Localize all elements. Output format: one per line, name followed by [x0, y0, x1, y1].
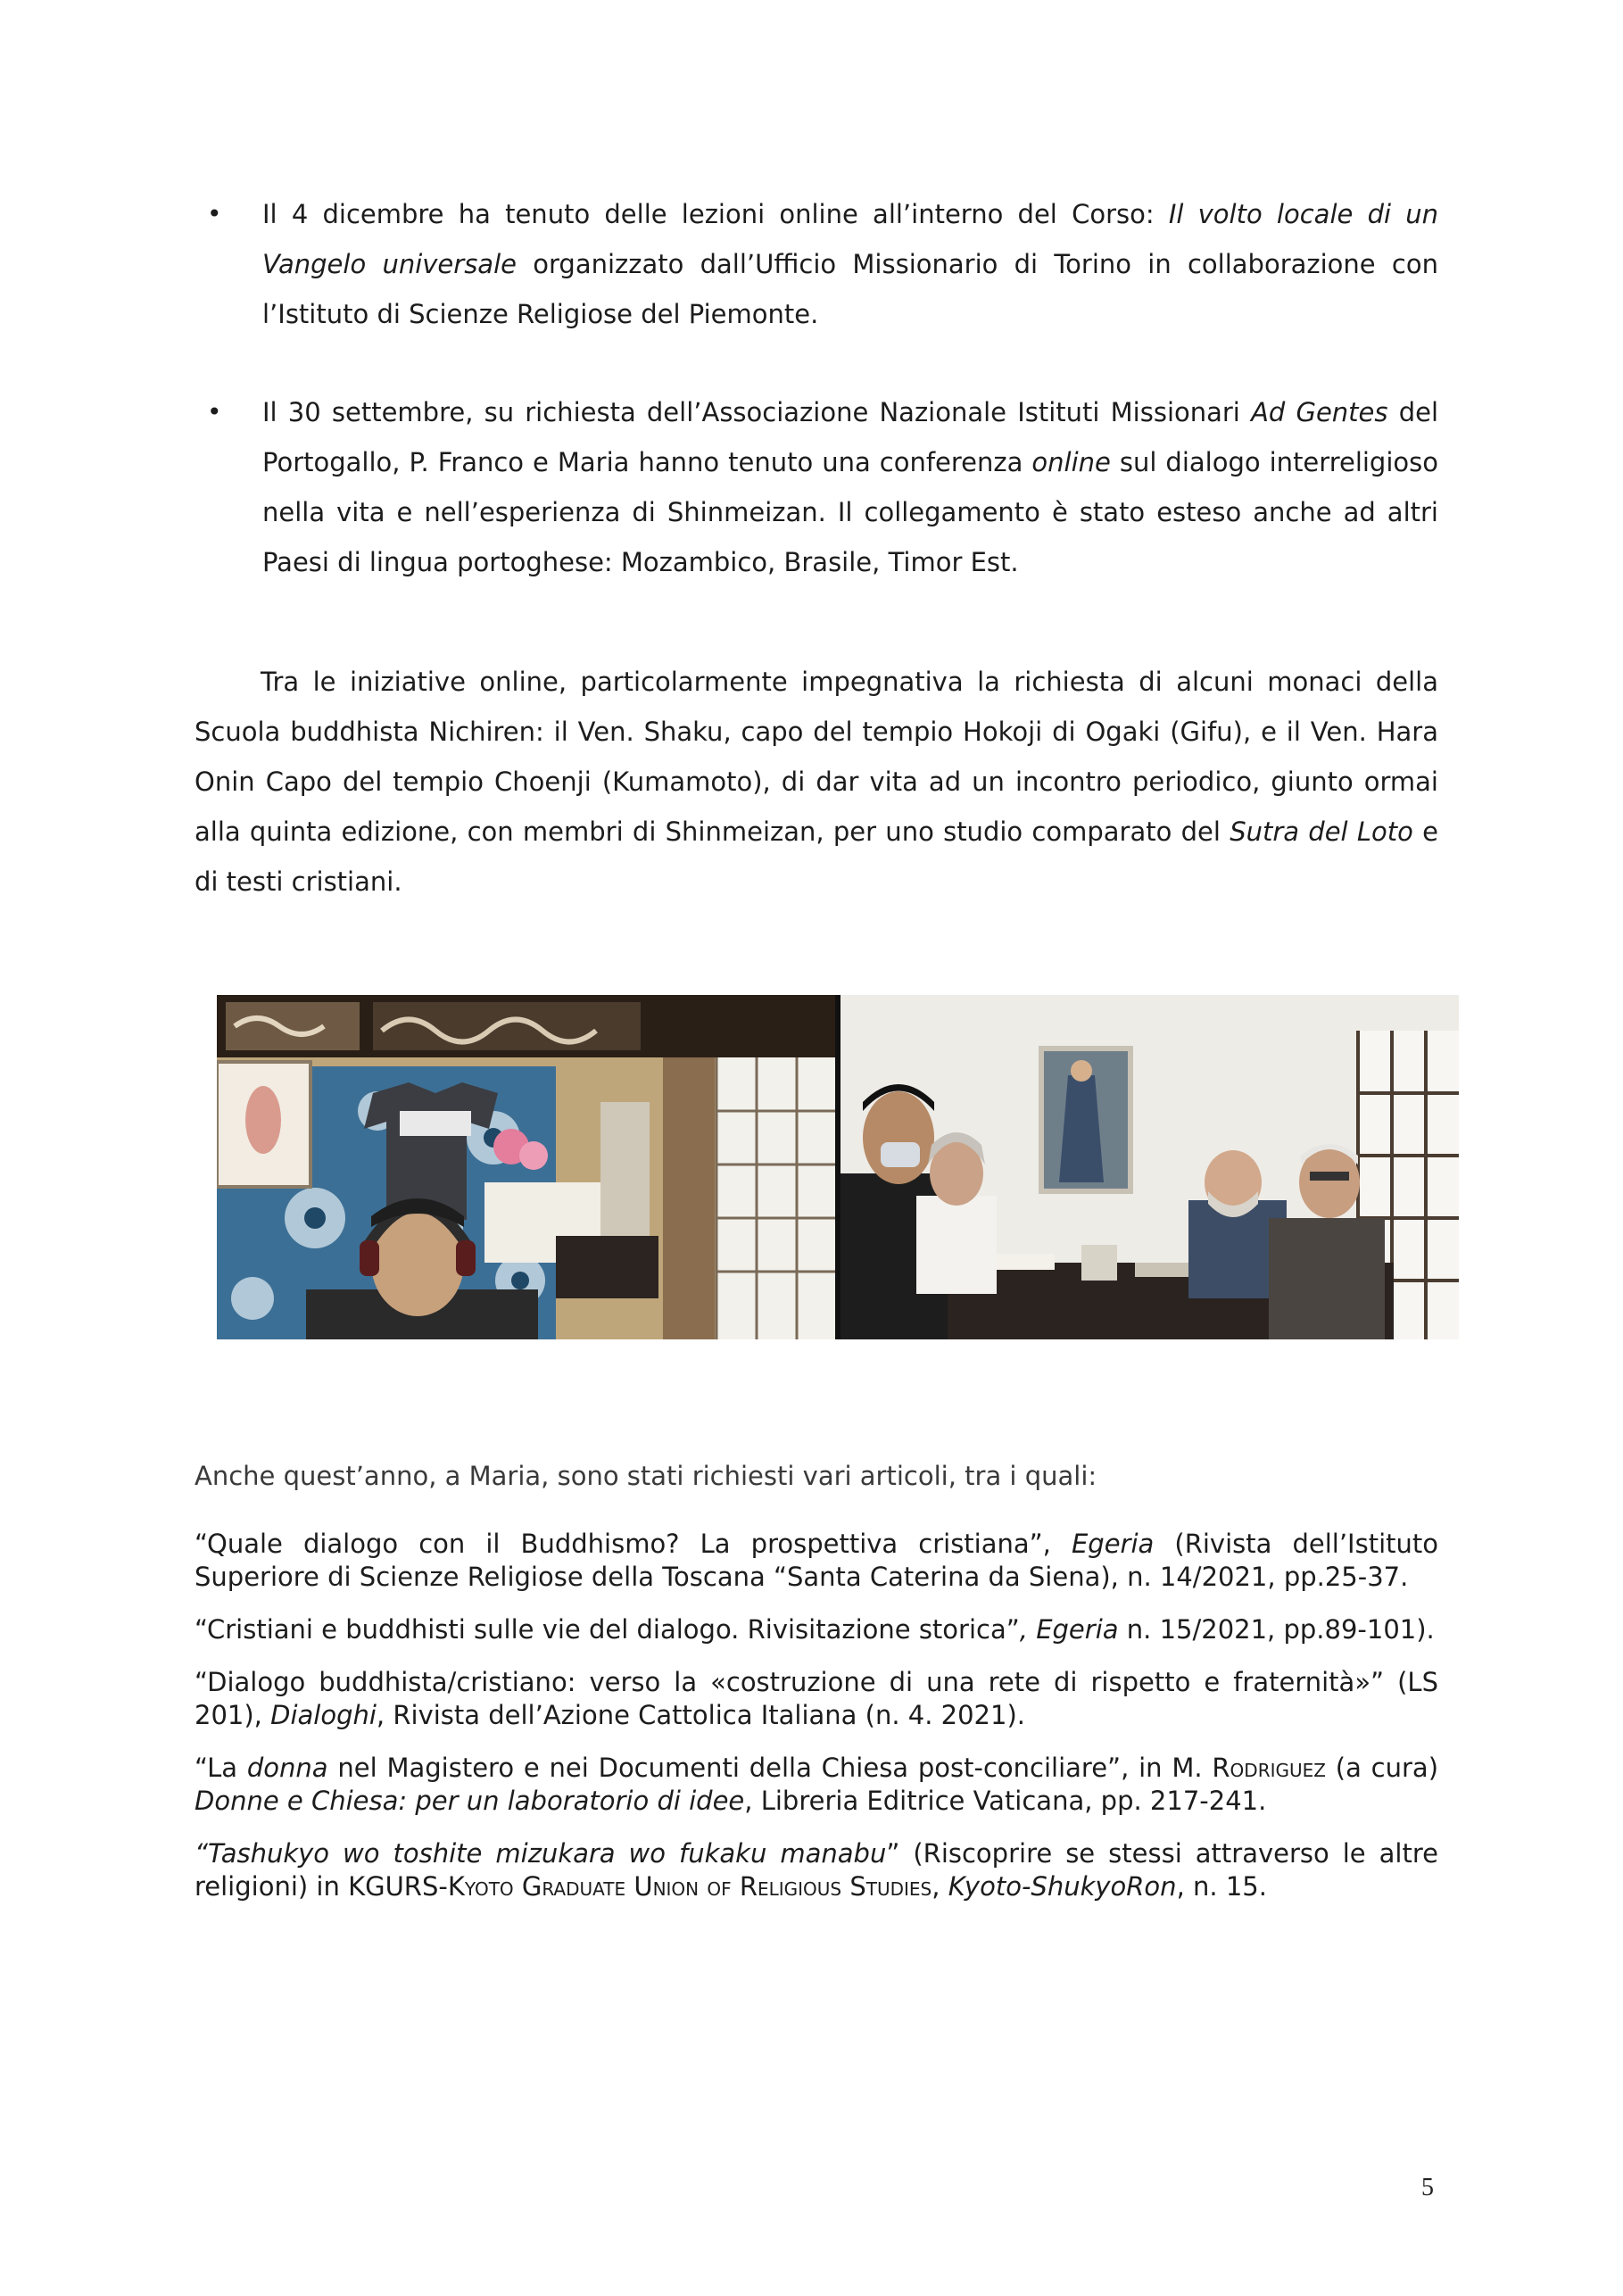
- italic-run: Dialoghi: [270, 1700, 377, 1730]
- italic-run: Donne e Chiesa: per un laboratorio di idee: [195, 1786, 745, 1816]
- reference-item: [195, 1752, 1438, 1818]
- text-run: Il 4 dicembre ha tenuto delle lezioni online all’interno del Corso:: [262, 199, 1169, 229]
- reference-item: [195, 1666, 1438, 1732]
- text-run: (Rivista dell’Istituto Superiore di Scienze Religiose della Toscana “Santa Caterina da Siena), n. 14/2021, pp.25-37.: [195, 1529, 1438, 1592]
- temple-room-illustration: [217, 995, 835, 1339]
- text-run: (a cura): [1325, 1753, 1439, 1783]
- bullet-item: [198, 189, 1438, 339]
- italic-run: , Egeria: [1019, 1614, 1119, 1645]
- bullet-item: [198, 387, 1438, 587]
- text-run: Tra le iniziative online, particolarmente impegnativa la richiesta di alcuni monaci della Scuola buddhista Nichiren: il Ven. Shaku, capo del tempio Hokoji di Ogaki (Gifu), e il Ven. Hara Onin Capo del tempio Choenji (Kumamoto), di dar vita ad un incontro periodico, giunto ormai alla quinta edizione, con membri di Shinmeizan, per uno studio comparato del: [195, 667, 1438, 847]
- text-run: sul dialogo interreligioso nella vita e nell’esperienza di Shinmeizan. Il collegamento è stato esteso anche ad altri Paesi di lingua portoghese: Mozambico, Brasile, Timor Est.: [262, 447, 1438, 577]
- italic-run: “Tashukyo wo toshite mizukara wo fukaku manabu: [195, 1838, 887, 1869]
- reference-item: [195, 1837, 1438, 1903]
- text-run: del Portogallo, P. Franco e Maria hanno tenuto una conferenza: [262, 397, 1439, 477]
- text-run: ,: [932, 1871, 948, 1902]
- reference-item: [195, 1528, 1438, 1594]
- photo-panel-left: [217, 995, 835, 1339]
- italic-run: Il volto locale di un Vangelo universale: [262, 199, 1439, 279]
- page-number: 5: [1421, 2174, 1434, 2201]
- meeting-photo: [217, 995, 1459, 1339]
- articles-intro: Anche quest’anno, a Maria, sono stati richiesti vari articoli, tra i quali:: [195, 1461, 1097, 1491]
- italic-run: donna: [246, 1753, 328, 1783]
- italic-run: Ad Gentes: [1251, 397, 1388, 427]
- text-run: “La: [195, 1753, 247, 1783]
- smallcaps-run: Rodriguez: [1212, 1753, 1326, 1783]
- text-run: organizzato dall’Ufficio Missionario di Torino in collaborazione con l’Istituto di Scienze Religiose del Piemonte.: [262, 249, 1438, 329]
- italic-run: online: [1031, 447, 1111, 477]
- italic-run: Kyoto-ShukyoRon: [948, 1871, 1177, 1902]
- body-paragraph: [195, 657, 1438, 907]
- text-run: Il 30 settembre, su richiesta dell’Associazione Nazionale Istituti Missionari: [262, 397, 1252, 427]
- text-run: “Quale dialogo con il Buddhismo? La prospettiva cristiana”,: [195, 1529, 1072, 1559]
- bullet-list: [198, 189, 1438, 635]
- reference-item: [195, 1613, 1438, 1646]
- meeting-room-illustration: [840, 995, 1459, 1339]
- article-references: [195, 1528, 1438, 1923]
- text-run: n. 15/2021, pp.89-101).: [1118, 1614, 1435, 1645]
- italic-run: Egeria: [1071, 1529, 1155, 1559]
- photo-panel-right: [840, 995, 1459, 1339]
- smallcaps-run: Kyoto Graduate Union of Religious Studies: [447, 1871, 932, 1902]
- text-run: nel Magistero e nei Documenti della Chiesa post-conciliare”, in M.: [327, 1753, 1213, 1783]
- text-run: e di testi cristiani.: [195, 816, 1438, 897]
- text-run: , Libreria Editrice Vaticana, pp. 217-241.: [744, 1786, 1267, 1816]
- text-run: ” (Riscoprire se stessi attraverso le altre religioni) in KGURS-: [195, 1838, 1438, 1902]
- italic-run: Sutra del Loto: [1230, 816, 1413, 847]
- text-run: “Cristiani e buddhisti sulle vie del dialogo. Rivisitazione storica”: [195, 1614, 1020, 1645]
- text-run: , n. 15.: [1176, 1871, 1267, 1902]
- text-run: , Rivista dell’Azione Cattolica Italiana (n. 4. 2021).: [376, 1700, 1025, 1730]
- text-run: “Dialogo buddhista/cristiano: verso la «costruzione di una rete di rispetto e fraternità»” (LS 201),: [195, 1667, 1438, 1730]
